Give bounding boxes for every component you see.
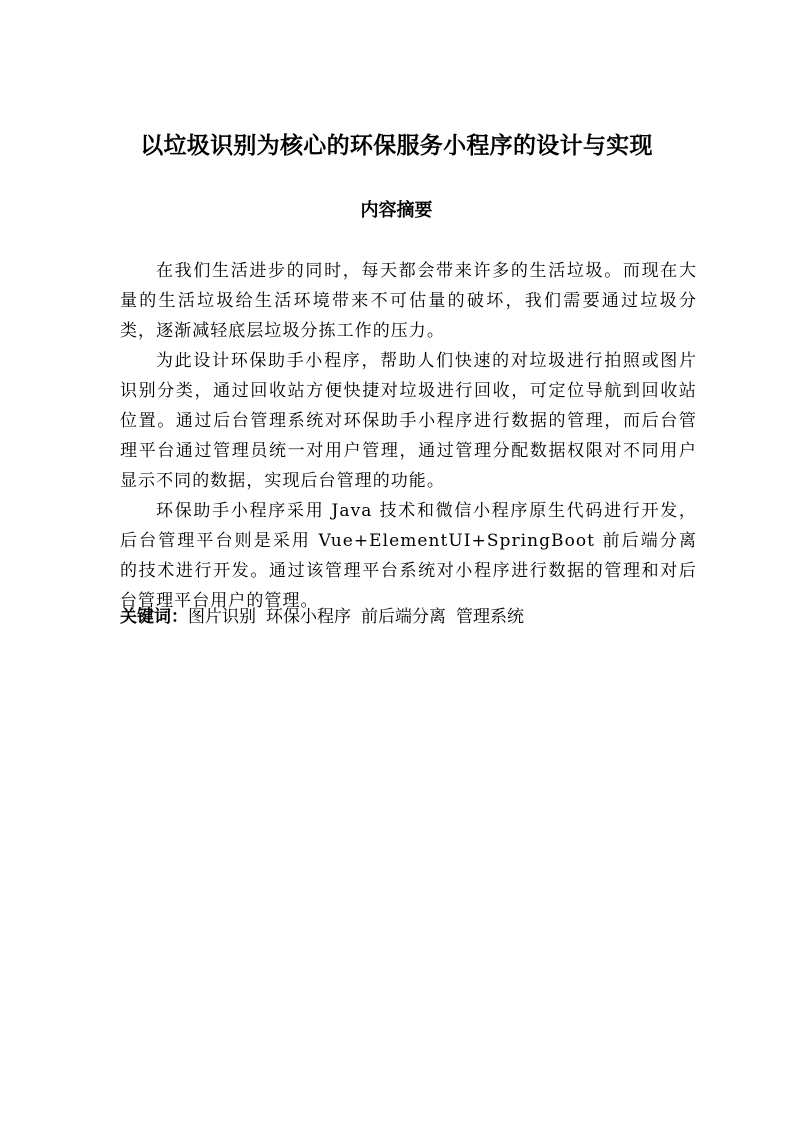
paper-title: 以垃圾识别为核心的环保服务小程序的设计与实现	[140, 133, 653, 159]
abstract-paragraph-2: 为此设计环保助手小程序，帮助人们快速的对垃圾进行拍照或图片识别分类，通过回收站方便快捷对垃圾进行回收，可定位导航到回收站位置。通过后台管理系统对环保助手小程序进行数据的管理，而后台管理平台通过管理员统一对用户管理，通过管理分配数据权限对不同用户显示不同的数据，实现后台管理的功能。	[120, 351, 697, 491]
keyword-item: 图片识别	[188, 607, 256, 627]
abstract-heading: 内容摘要	[360, 200, 433, 221]
abstract-paragraph-1: 在我们生活进步的同时，每天都会带来许多的生活垃圾。而现在大量的生活垃圾给生活环境带来不可估量的破坏，我们需要通过垃圾分类，逐渐减轻底层垃圾分拣工作的压力。	[120, 261, 697, 341]
keyword-item: 前后端分离	[361, 607, 446, 627]
keyword-item: 管理系统	[456, 607, 524, 627]
keyword-item: 环保小程序	[266, 607, 351, 627]
keywords-line	[120, 602, 697, 632]
keywords-label: 关键词：	[120, 607, 188, 627]
abstract-body	[120, 256, 697, 616]
abstract-paragraph-3: 环保助手小程序采用 Java 技术和微信小程序原生代码进行开发，后台管理平台则是采用 Vue+ElementUI+SpringBoot 前后端分离的技术进行开发。通过该管理平台系统对小程序进行数据的管理和对后台管理平台用户的管理。	[120, 501, 697, 611]
